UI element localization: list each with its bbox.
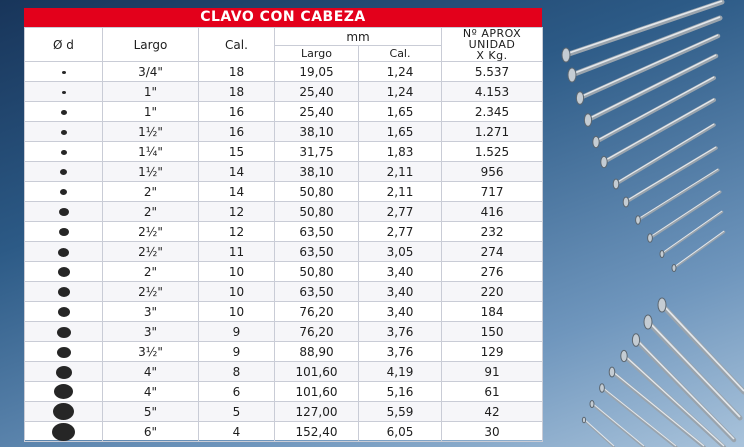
largo-cell: 3" — [103, 322, 199, 342]
diameter-dot — [60, 189, 67, 195]
diameter-dot — [62, 91, 66, 94]
cal-cell: 6 — [199, 382, 275, 402]
diameter-cell — [25, 322, 103, 342]
diameter-dot — [56, 366, 72, 379]
diameter-dot — [57, 347, 71, 358]
header-largo: Largo — [103, 28, 199, 62]
diameter-dot — [58, 248, 69, 257]
header-units-line3: X Kg. — [476, 49, 508, 62]
cal-cell: 11 — [199, 242, 275, 262]
cal-cell: 4 — [199, 422, 275, 442]
mm-cal-cell: 3,05 — [359, 242, 442, 262]
diameter-cell — [25, 82, 103, 102]
table-row — [25, 102, 543, 122]
table-row — [25, 82, 543, 102]
header-units-per-kg — [442, 28, 543, 62]
mm-largo-cell: 76,20 — [275, 322, 359, 342]
diameter-dot — [58, 307, 70, 317]
cal-cell: 18 — [199, 82, 275, 102]
units-cell: 232 — [442, 222, 543, 242]
table-row — [25, 62, 543, 82]
units-cell: 42 — [442, 402, 543, 422]
cal-cell: 10 — [199, 302, 275, 322]
mm-cal-cell: 5,16 — [359, 382, 442, 402]
table-row — [25, 182, 543, 202]
spec-sheet — [24, 8, 542, 440]
header-mm-cal: Cal. — [359, 46, 442, 62]
cal-cell: 9 — [199, 342, 275, 362]
cal-cell: 5 — [199, 402, 275, 422]
units-cell: 61 — [442, 382, 543, 402]
largo-cell: 1" — [103, 102, 199, 122]
mm-largo-cell: 31,75 — [275, 142, 359, 162]
cal-cell: 14 — [199, 162, 275, 182]
cal-cell: 9 — [199, 322, 275, 342]
largo-cell: 2½" — [103, 242, 199, 262]
largo-cell: 5" — [103, 402, 199, 422]
mm-cal-cell: 4,19 — [359, 362, 442, 382]
mm-cal-cell: 2,77 — [359, 222, 442, 242]
diameter-cell — [25, 182, 103, 202]
cal-cell: 12 — [199, 222, 275, 242]
diameter-dot — [58, 287, 70, 297]
mm-cal-cell: 3,40 — [359, 302, 442, 322]
nail-spec-table — [24, 27, 543, 442]
mm-cal-cell: 3,76 — [359, 322, 442, 342]
diameter-cell — [25, 422, 103, 442]
diameter-dot — [59, 208, 69, 216]
mm-cal-cell: 2,77 — [359, 202, 442, 222]
units-cell: 30 — [442, 422, 543, 442]
header-units-line1: Nº APROX — [462, 27, 522, 40]
units-cell: 4.153 — [442, 82, 543, 102]
diameter-cell — [25, 242, 103, 262]
units-cell: 1.271 — [442, 122, 543, 142]
mm-cal-cell: 2,11 — [359, 182, 442, 202]
cal-cell: 12 — [199, 202, 275, 222]
nail-upper — [623, 147, 716, 207]
mm-cal-cell: 5,59 — [359, 402, 442, 422]
header-cal: Cal. — [199, 28, 275, 62]
mm-largo-cell: 38,10 — [275, 122, 359, 142]
units-cell: 274 — [442, 242, 543, 262]
mm-cal-cell: 3,40 — [359, 262, 442, 282]
mm-largo-cell: 50,80 — [275, 262, 359, 282]
diameter-dot — [61, 130, 67, 135]
cal-cell: 16 — [199, 122, 275, 142]
mm-largo-cell: 101,60 — [275, 362, 359, 382]
diameter-cell — [25, 362, 103, 382]
diameter-dot — [53, 403, 74, 420]
header-diameter: Ø d — [25, 28, 103, 62]
table-row — [25, 422, 543, 442]
mm-cal-cell: 1,65 — [359, 102, 442, 122]
table-row — [25, 222, 543, 242]
cal-cell: 8 — [199, 362, 275, 382]
diameter-dot — [58, 267, 70, 277]
units-cell: 91 — [442, 362, 543, 382]
header-mm-largo: Largo — [275, 46, 359, 62]
largo-cell: 6" — [103, 422, 199, 442]
diameter-dot — [52, 423, 75, 441]
mm-largo-cell: 25,40 — [275, 82, 359, 102]
cal-cell: 14 — [199, 182, 275, 202]
nails-decoration — [544, 0, 744, 447]
mm-largo-cell: 63,50 — [275, 222, 359, 242]
diameter-cell — [25, 382, 103, 402]
table-title: CLAVO CON CABEZA — [24, 8, 542, 27]
mm-largo-cell: 50,80 — [275, 202, 359, 222]
diameter-dot — [62, 71, 66, 74]
mm-cal-cell: 1,24 — [359, 62, 442, 82]
units-cell: 5.537 — [442, 62, 543, 82]
table-row — [25, 322, 543, 342]
mm-cal-cell: 6,05 — [359, 422, 442, 442]
largo-cell: 3" — [103, 302, 199, 322]
diameter-cell — [25, 302, 103, 322]
mm-largo-cell: 88,90 — [275, 342, 359, 362]
table-row — [25, 202, 543, 222]
nail-upper — [660, 211, 722, 258]
cal-cell: 10 — [199, 262, 275, 282]
table-row — [25, 402, 543, 422]
table-row — [25, 142, 543, 162]
header-units-line2: UNIDAD — [468, 38, 516, 51]
table-row — [25, 362, 543, 382]
diameter-cell — [25, 202, 103, 222]
diameter-cell — [25, 122, 103, 142]
largo-cell: 2½" — [103, 282, 199, 302]
mm-largo-cell: 101,60 — [275, 382, 359, 402]
nail-upper — [648, 191, 720, 242]
units-cell: 416 — [442, 202, 543, 222]
diameter-cell — [25, 162, 103, 182]
diameter-dot — [59, 228, 69, 236]
table-row — [25, 262, 543, 282]
nail-lower — [609, 367, 704, 447]
diameter-dot — [61, 150, 67, 155]
table-row — [25, 382, 543, 402]
units-cell: 1.525 — [442, 142, 543, 162]
table-row — [25, 242, 543, 262]
diameter-cell — [25, 222, 103, 242]
units-cell: 129 — [442, 342, 543, 362]
diameter-cell — [25, 262, 103, 282]
largo-cell: 2" — [103, 202, 199, 222]
units-cell: 184 — [442, 302, 543, 322]
largo-cell: 2½" — [103, 222, 199, 242]
table-row — [25, 282, 543, 302]
cal-cell: 10 — [199, 282, 275, 302]
units-cell: 2.345 — [442, 102, 543, 122]
diameter-dot — [54, 384, 73, 399]
units-cell: 276 — [442, 262, 543, 282]
header-mm: mm — [275, 28, 442, 46]
mm-largo-cell: 50,80 — [275, 182, 359, 202]
largo-cell: 1" — [103, 82, 199, 102]
diameter-dot — [57, 327, 71, 338]
units-cell: 717 — [442, 182, 543, 202]
table-row — [25, 342, 543, 362]
nail-upper — [636, 169, 718, 224]
diameter-cell — [25, 62, 103, 82]
nail-upper — [562, 1, 722, 62]
diameter-cell — [25, 282, 103, 302]
mm-largo-cell: 152,40 — [275, 422, 359, 442]
largo-cell: 2" — [103, 262, 199, 282]
cal-cell: 16 — [199, 102, 275, 122]
nail-lower — [621, 350, 724, 447]
nail-lower — [590, 401, 644, 447]
diameter-cell — [25, 102, 103, 122]
mm-cal-cell: 1,24 — [359, 82, 442, 102]
cal-cell: 15 — [199, 142, 275, 162]
mm-cal-cell: 1,83 — [359, 142, 442, 162]
mm-cal-cell: 3,76 — [359, 342, 442, 362]
mm-largo-cell: 127,00 — [275, 402, 359, 422]
cal-cell: 18 — [199, 62, 275, 82]
largo-cell: 4" — [103, 382, 199, 402]
mm-largo-cell: 63,50 — [275, 242, 359, 262]
largo-cell: 3½" — [103, 342, 199, 362]
largo-cell: 4" — [103, 362, 199, 382]
units-cell: 220 — [442, 282, 543, 302]
nail-lower — [582, 417, 614, 447]
largo-cell: 1½" — [103, 122, 199, 142]
largo-cell: 2" — [103, 182, 199, 202]
mm-cal-cell: 3,40 — [359, 282, 442, 302]
mm-largo-cell: 76,20 — [275, 302, 359, 322]
table-row — [25, 162, 543, 182]
largo-cell: 3/4" — [103, 62, 199, 82]
table-row — [25, 122, 543, 142]
mm-largo-cell: 19,05 — [275, 62, 359, 82]
largo-cell: 1¼" — [103, 142, 199, 162]
units-cell: 150 — [442, 322, 543, 342]
largo-cell: 1½" — [103, 162, 199, 182]
diameter-cell — [25, 142, 103, 162]
diameter-cell — [25, 402, 103, 422]
mm-largo-cell: 38,10 — [275, 162, 359, 182]
units-cell: 956 — [442, 162, 543, 182]
nail-upper — [672, 231, 724, 272]
mm-largo-cell: 25,40 — [275, 102, 359, 122]
diameter-dot — [60, 169, 67, 175]
mm-cal-cell: 2,11 — [359, 162, 442, 182]
mm-cal-cell: 1,65 — [359, 122, 442, 142]
diameter-dot — [61, 110, 67, 115]
diameter-cell — [25, 342, 103, 362]
mm-largo-cell: 63,50 — [275, 282, 359, 302]
table-row — [25, 302, 543, 322]
nail-lower — [644, 315, 740, 418]
